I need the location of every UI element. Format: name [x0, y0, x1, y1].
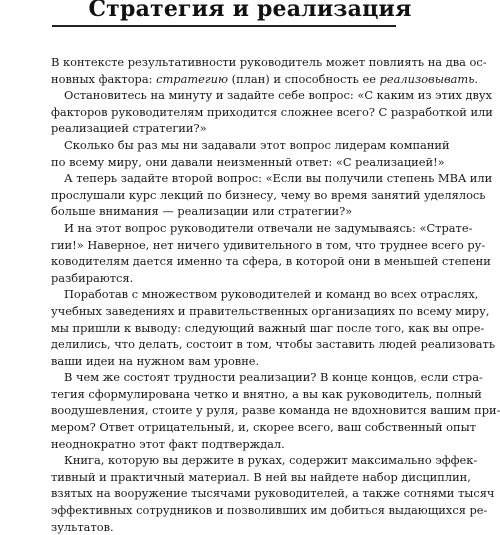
heading-underline: [52, 25, 396, 27]
paragraph: [51, 170, 493, 220]
paragraph: [51, 286, 496, 369]
paragraph: [51, 220, 491, 286]
text-line: Книга, которую вы держите в руках, содержит максимально эффек-: [64, 453, 478, 468]
paragraph: [51, 87, 493, 137]
text-line: тегия сформулирована четко и внятно, а вы как руководитель, полный: [51, 386, 482, 401]
text-line: учебных заведениях и правительственных организациях по всему миру,: [51, 303, 490, 318]
text-line: зультатов.: [51, 519, 114, 534]
paragraph: [51, 452, 495, 535]
paragraph: [51, 137, 450, 170]
text-line: разбираются.: [51, 270, 134, 285]
section-heading: Стратегия и реализация: [88, 0, 412, 22]
text-line: И на этот вопрос руководители отвечали не задумываясь: «Страте-: [64, 220, 473, 235]
text-line: А теперь задайте второй вопрос: «Если вы получили степень MBA или: [64, 171, 493, 186]
text-line: новных фактора: стратегию (план) и способность ее реализовывать.: [51, 71, 479, 86]
text-line: неоднократно этот факт подтверждал.: [51, 436, 285, 451]
text-line: Поработав с множеством руководителей и команд во всех отраслях,: [64, 287, 479, 302]
text-line: ваши идеи на нужном вам уровне.: [51, 353, 260, 368]
text-line: больше внимания — реализации или стратегии?»: [51, 204, 353, 219]
text-line: гии!» Наверное, нет ничего удивительного в том, что труднее всего ру-: [51, 237, 486, 252]
text-line: реализацией стратегии?»: [51, 121, 207, 136]
text-line: мером? Ответ отрицательный, и, скорее всего, ваш собственный опыт: [51, 420, 476, 435]
text-line: эффективных сотрудников и позволивших им добиться выдающихся ре-: [51, 503, 488, 518]
emphasis-implement: реализовывать: [379, 71, 475, 86]
text-line: по всему миру, они давали неизменный ответ: «С реализацией!»: [51, 154, 445, 169]
text-line: факторов руководителям приходится сложнее всего? С разработкой или: [51, 104, 493, 119]
text-line: В контексте результативности руководитель может повлиять на два ос-: [51, 55, 487, 69]
text-line: тивный и практичный материал. В ней вы найдете набор дисциплин,: [51, 469, 471, 484]
text-line: взятых на вооружение тысячами руководителей, а также сотнями тысяч: [51, 486, 495, 501]
text-line: ководителям дается именно та сфера, в которой они в меньшей степени: [51, 254, 491, 269]
emphasis-strategy: стратегию: [156, 71, 229, 86]
text-line: прослушали курс лекций по бизнесу, чему во время занятий уделялось: [51, 187, 486, 202]
text-line: воодушевления, стоите у руля, разве команда не вдохновится вашим при-: [51, 403, 500, 418]
text-line: Остановитесь на минуту и задайте себе вопрос: «С каким из этих двух: [64, 88, 493, 103]
paragraph: [51, 369, 500, 452]
text-line: В чем же состоят трудности реализации? В конце концов, если стра-: [64, 370, 483, 385]
paragraph: [51, 54, 487, 87]
text-line: Сколько бы раз мы ни задавали этот вопрос лидерам компаний: [64, 137, 450, 152]
text-line: мы пришли к выводу: следующий важный шаг после того, как вы опре-: [51, 320, 485, 335]
body-text: [51, 54, 500, 535]
text-line: делились, что делать, состоит в том, чтобы заставить людей реализовать: [51, 337, 496, 352]
